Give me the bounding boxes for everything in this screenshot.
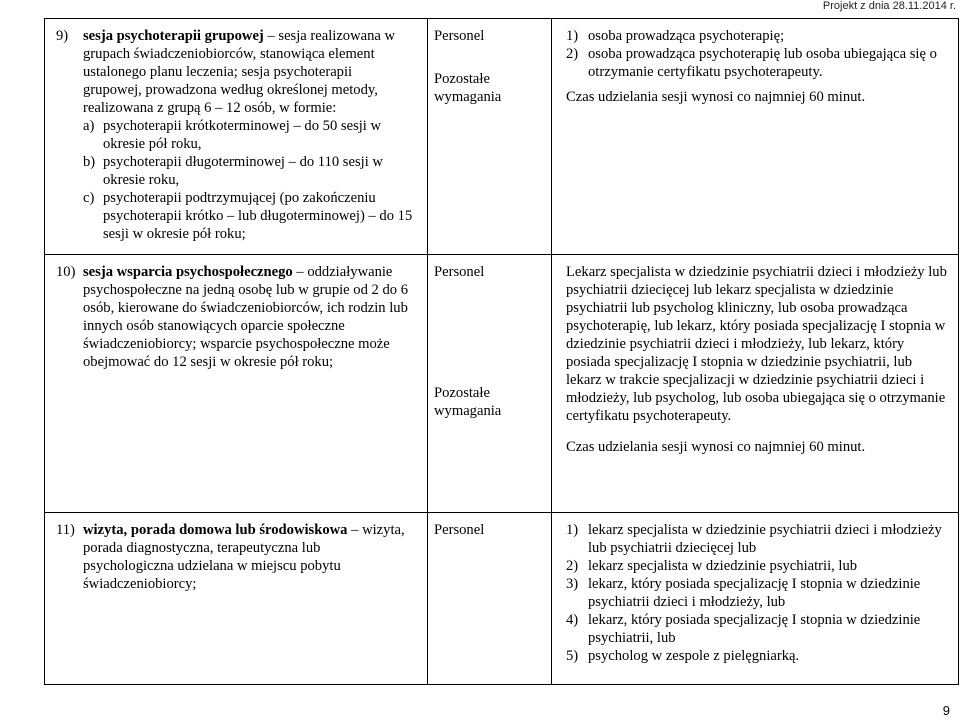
entry-number: 11) xyxy=(56,522,75,538)
document-date-stamp: Projekt z dnia 28.11.2014 r. xyxy=(822,0,956,12)
personel-list xyxy=(566,27,950,81)
other-requirements-label: Pozostałe wymagania xyxy=(434,385,502,419)
entry-description: – sesja realizowana w grupach świadczeniobiorców, stanowiąca element ustalonego planu leczenia; sesja psychoterapii grupowej, prowadzona według określonej metody, realizowana z grupą 6 – 12 osób, w formie: xyxy=(83,28,396,116)
entry-heading: wizyta, porada domowa lub środowiskowa xyxy=(83,522,348,538)
requirements-cell-11 xyxy=(552,513,959,685)
list-marker: c) xyxy=(83,190,95,206)
list-marker: 5) xyxy=(566,648,579,664)
label-cell-10 xyxy=(428,255,552,513)
list-item-text: psychoterapii długoterminowej – do 110 sesji w okresie roku, xyxy=(103,154,383,188)
list-item-text: osoba prowadząca psychoterapię; xyxy=(588,28,785,44)
requirements-table xyxy=(44,18,959,685)
service-cell-10 xyxy=(45,255,428,513)
entry-heading: sesja psychoterapii grupowej xyxy=(83,28,264,44)
list-item xyxy=(566,521,950,557)
service-entry-10 xyxy=(56,263,413,371)
personel-list xyxy=(566,521,950,665)
entry-description: – wizyta, porada diagnostyczna, terapeutyczna lub psychologiczna udzielana w miejscu pobytu świadczeniobiorcy; xyxy=(83,522,405,592)
requirements-cell-9 xyxy=(552,19,959,255)
list-item-text: psychoterapii podtrzymującej (po zakończeniu psychoterapii krótko – lub długoterminowej) – do 15 sesji w okresie pół roku; xyxy=(103,190,413,242)
list-marker: 1) xyxy=(566,28,579,44)
list-item xyxy=(566,45,950,81)
table-row-10 xyxy=(45,255,959,513)
personel-label: Personel xyxy=(434,522,485,538)
list-item xyxy=(83,117,413,153)
label-cell-11 xyxy=(428,513,552,685)
other-requirements-label: Pozostałe wymagania xyxy=(434,71,502,105)
list-item xyxy=(566,611,950,647)
list-marker: b) xyxy=(83,154,96,170)
requirements-cell-10 xyxy=(552,255,959,513)
list-marker: 2) xyxy=(566,558,579,574)
list-marker: 3) xyxy=(566,576,579,592)
list-item-text: lekarz, który posiada specjalizację I stopnia w dziedzinie psychiatrii dzieci i młodzieży, lub xyxy=(588,576,921,610)
session-time-text: Czas udzielania sesji wynosi co najmniej 60 minut. xyxy=(566,439,866,455)
list-item xyxy=(566,575,950,611)
list-item xyxy=(566,27,950,45)
entry-number: 9) xyxy=(56,28,69,44)
service-cell-11 xyxy=(45,513,428,685)
table-row-11 xyxy=(45,513,959,685)
list-item-text: lekarz, który posiada specjalizację I stopnia w dziedzinie psychiatrii, lub xyxy=(588,612,921,646)
personel-label: Personel xyxy=(434,28,485,44)
list-item xyxy=(83,189,413,243)
service-entry-9 xyxy=(56,27,413,243)
page-number: 9 xyxy=(942,703,950,718)
list-item-text: osoba prowadząca psychoterapię lub osoba ubiegająca się o otrzymanie certyfikatu psychoterapeuty. xyxy=(588,46,937,80)
label-cell-9 xyxy=(428,19,552,255)
list-item-text: lekarz specjalista w dziedzinie psychiatrii dzieci i młodzieży lub psychiatrii dziecięcej lub xyxy=(588,522,942,556)
list-marker: a) xyxy=(83,118,95,134)
list-item xyxy=(83,153,413,189)
therapy-forms-list xyxy=(83,117,413,243)
personel-description: Lekarz specjalista w dziedzinie psychiatrii dzieci i młodzieży lub psychiatrii dziecięcej lub lekarz specjalista w dziedzinie psychiatrii lub psycholog kliniczny, lub osoba prowadząca psychoterapię, lub lekarz, który posiada specjalizację I stopnia w dziedzinie psychiatrii dzieci i młodzieży, lub lekarz, który posiada specjalizację I stopnia w dziedzinie psychiatrii, lub lekarz w trakcie specjalizacji w dziedzinie psychiatrii dzieci i młodzieży, lub psycholog, lub osoba ubiegająca się o otrzymanie certyfikatu psychoterapeuty. xyxy=(566,264,947,424)
personel-label: Personel xyxy=(434,264,485,280)
entry-number: 10) xyxy=(56,264,76,280)
entry-heading: sesja wsparcia psychospołecznego xyxy=(83,264,293,280)
service-entry-11 xyxy=(56,521,413,593)
table-row-9 xyxy=(45,19,959,255)
list-item xyxy=(566,647,950,665)
session-time-text: Czas udzielania sesji wynosi co najmniej 60 minut. xyxy=(566,89,866,105)
list-marker: 1) xyxy=(566,522,579,538)
entry-description: – oddziaływanie psychospołeczne na jedną osobę lub w grupie od 2 do 6 osób, kierowane do świadczeniobiorców, ich rodzin lub innych osób stanowiących oparcie społeczne świadczeniobiorcy; wsparcie psychospołeczne może obejmować do 12 sesji w okresie pół roku; xyxy=(83,264,409,370)
list-marker: 2) xyxy=(566,46,579,62)
list-item-text: psycholog w zespole z pielęgniarką. xyxy=(588,648,800,664)
service-cell-9 xyxy=(45,19,428,255)
list-item-text: lekarz specjalista w dziedzinie psychiatrii, lub xyxy=(588,558,858,574)
list-item xyxy=(566,557,950,575)
list-marker: 4) xyxy=(566,612,579,628)
list-item-text: psychoterapii krótkoterminowej – do 50 sesji w okresie pół roku, xyxy=(103,118,382,152)
